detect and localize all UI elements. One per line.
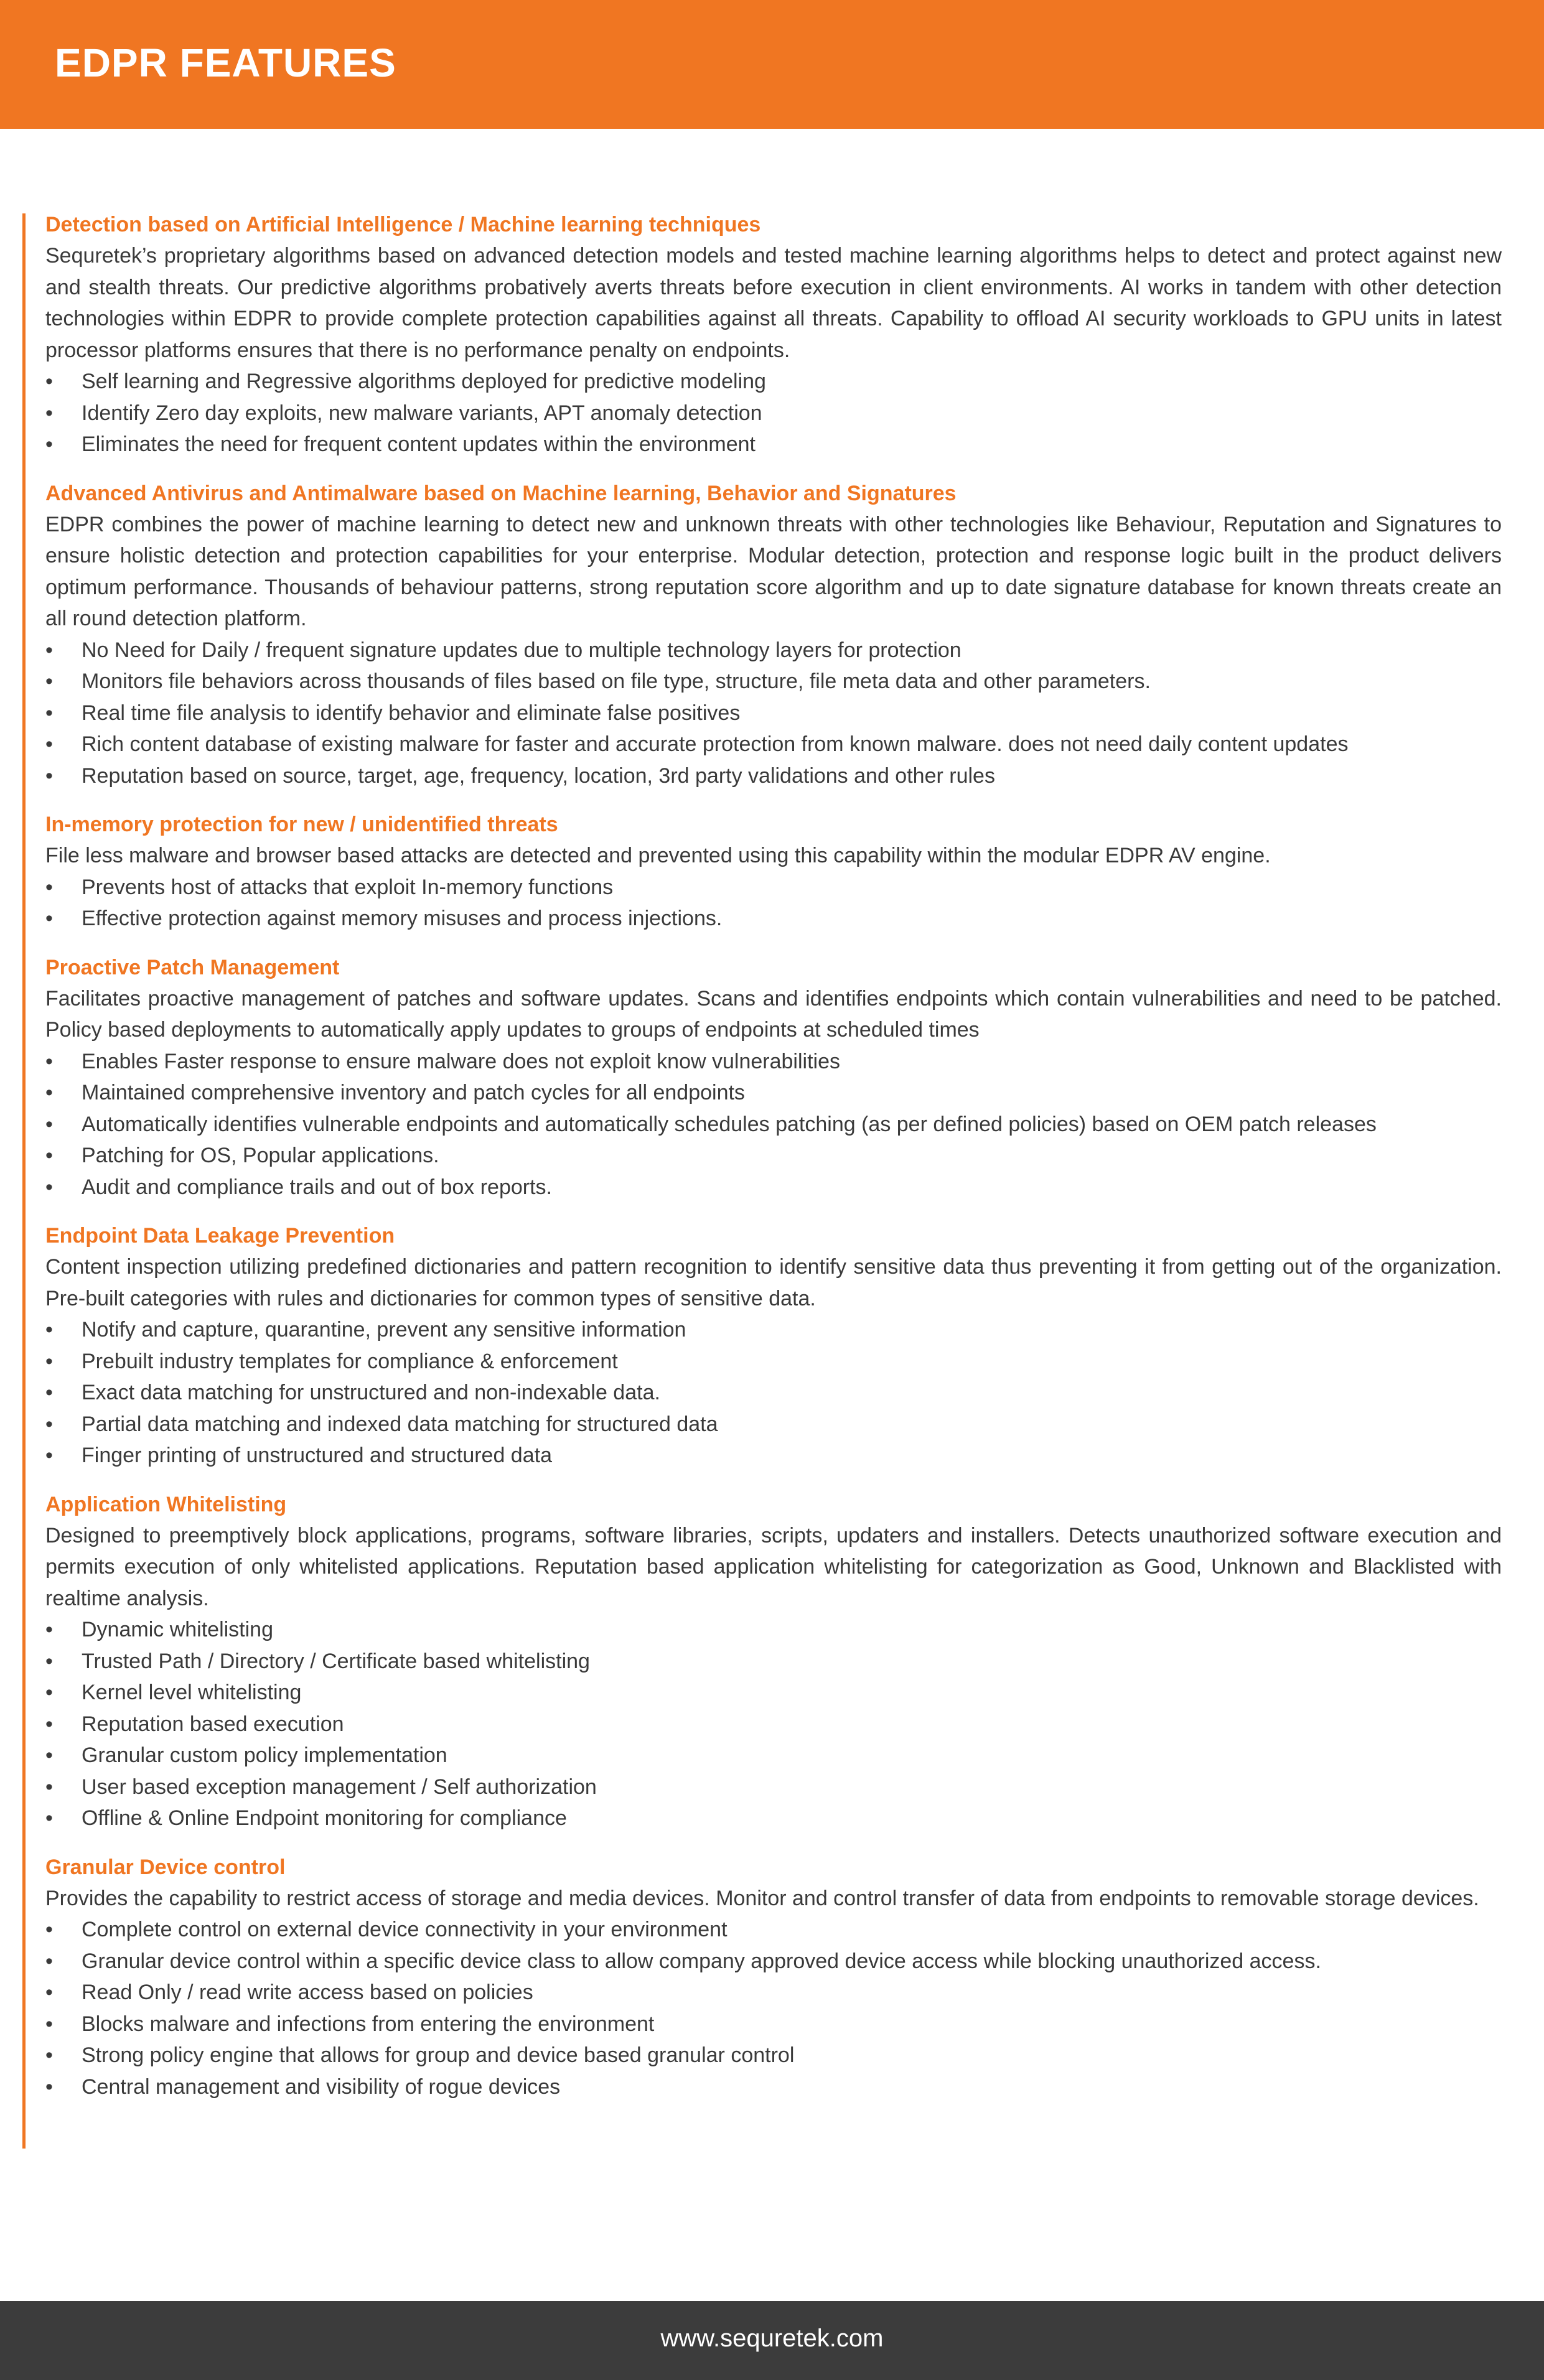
list-item: • Identify Zero day exploits, new malware variants, APT anomaly detection xyxy=(45,398,1502,429)
list-item: • Complete control on external device connectivity in your environment xyxy=(45,1914,1502,1946)
list-item: • Central management and visibility of rogue devices xyxy=(45,2071,1502,2103)
list-item: • Granular custom policy implementation xyxy=(45,1740,1502,1771)
bullet-list xyxy=(45,1046,1502,1203)
bullet-list xyxy=(45,1914,1502,2102)
list-item: • Exact data matching for unstructured and non-indexable data. xyxy=(45,1377,1502,1409)
list-item: • Finger printing of unstructured and structured data xyxy=(45,1440,1502,1472)
section-title: Advanced Antivirus and Antimalware based on Machine learning, Behavior and Signatures xyxy=(45,481,957,505)
section-body: Content inspection utilizing predefined dictionaries and pattern recognition to identify sensitive data thus preventing it from getting out of the organization. Pre-built categories with rules and dictionaries for common types of sensitive data. xyxy=(45,1255,1502,1310)
list-item: • Automatically identifies vulnerable endpoints and automatically schedules patching (as per defined policies) based on OEM patch releases xyxy=(45,1109,1502,1141)
list-item: • No Need for Daily / frequent signature updates due to multiple technology layers for protection xyxy=(45,635,1502,666)
footer-url[interactable]: www.sequretek.com xyxy=(660,2325,884,2352)
list-item: • Self learning and Regressive algorithms deployed for predictive modeling xyxy=(45,366,1502,398)
section-title: Granular Device control xyxy=(45,1855,286,1879)
page-title: EDPR FEATURES xyxy=(55,40,396,85)
list-item: • Patching for OS, Popular applications. xyxy=(45,1140,1502,1172)
section-advanced-antivirus-and-antimalware-based xyxy=(45,478,1502,792)
section-body: Sequretek’s proprietary algorithms based on advanced detection models and tested machine learning algorithms helps to detect and protect against new and stealth threats. Our predictive algorithms probatively averts threats before execution in client environments. AI works in tandem with other detection technologies within EDPR to provide complete protection capabilities against all threats. Capability to offload AI security workloads to GPU units in latest processor platforms ensures that there is no performance penalty on endpoints. xyxy=(45,244,1502,362)
section-body: Facilitates proactive management of patches and software updates. Scans and identifies endpoints which contain vulnerabilities and need to be patched. Policy based deployments to automatically apply updates to groups of endpoints at scheduled times xyxy=(45,986,1502,1042)
list-item: • Effective protection against memory misuses and process injections. xyxy=(45,903,1502,935)
section-title: Detection based on Artificial Intelligence / Machine learning techniques xyxy=(45,213,761,236)
list-item: • Monitors file behaviors across thousands of files based on file type, structure, file meta data and other parameters. xyxy=(45,666,1502,698)
section-body: Designed to preemptively block applications, programs, software libraries, scripts, updaters and installers. Detects unauthorized software execution and permits execution of only whitelisted applications. Reputation based application whitelisting for categorization as Good, Unknown and Blacklisted with realtime analysis. xyxy=(45,1523,1502,1610)
list-item: • Offline & Online Endpoint monitoring for compliance xyxy=(45,1803,1502,1834)
bullet-list xyxy=(45,635,1502,792)
list-item: • Kernel level whitelisting xyxy=(45,1677,1502,1709)
list-item: • Granular device control within a specific device class to allow company approved device access while blocking unauthorized access. xyxy=(45,1946,1502,1977)
features-content xyxy=(45,209,1502,2102)
section-body: File less malware and browser based attacks are detected and prevented using this capability within the modular EDPR AV engine. xyxy=(45,844,1271,867)
section-body: Provides the capability to restrict access of storage and media devices. Monitor and control transfer of data from endpoints to removable storage devices. xyxy=(45,1886,1479,1910)
list-item: • Prebuilt industry templates for compliance & enforcement xyxy=(45,1346,1502,1378)
section-title: Endpoint Data Leakage Prevention xyxy=(45,1224,395,1248)
list-item: • Real time file analysis to identify behavior and eliminate false positives xyxy=(45,698,1502,729)
section-body: EDPR combines the power of machine learning to detect new and unknown threats with other technologies like Behaviour, Reputation and Signatures to ensure holistic detection and protection capabilities for your enterprise. Modular detection, protection and response logic built in the product delivers optimum performance. Thousands of behaviour patterns, strong reputation score algorithm and up to date signature database for known threats create an all round detection platform. xyxy=(45,512,1502,630)
page-header xyxy=(0,0,1544,129)
list-item: • Read Only / read write access based on policies xyxy=(45,1977,1502,2009)
list-item: • Blocks malware and infections from entering the environment xyxy=(45,2009,1502,2040)
list-item: • Reputation based on source, target, age, frequency, location, 3rd party validations and other rules xyxy=(45,760,1502,792)
list-item: • Strong policy engine that allows for group and device based granular control xyxy=(45,2040,1502,2071)
list-item: • Eliminates the need for frequent content updates within the environment xyxy=(45,429,1502,460)
bullet-list xyxy=(45,366,1502,460)
list-item: • Maintained comprehensive inventory and patch cycles for all endpoints xyxy=(45,1077,1502,1109)
list-item: • Reputation based execution xyxy=(45,1709,1502,1740)
list-item: • Notify and capture, quarantine, prevent any sensitive information xyxy=(45,1314,1502,1346)
list-item: • Enables Faster response to ensure malware does not exploit know vulnerabilities xyxy=(45,1046,1502,1078)
bullet-list xyxy=(45,1614,1502,1834)
list-item: • Audit and compliance trails and out of box reports. xyxy=(45,1172,1502,1203)
list-item: • Dynamic whitelisting xyxy=(45,1614,1502,1646)
section-application-whitelisting xyxy=(45,1489,1502,1834)
section-detection-based-on-artificial-intelligen xyxy=(45,209,1502,460)
accent-bar xyxy=(22,213,26,2149)
section-in-memory-protection-for-new-unidentifie xyxy=(45,809,1502,935)
section-endpoint-data-leakage-prevention xyxy=(45,1220,1502,1472)
page-footer xyxy=(0,2301,1544,2380)
list-item: • Partial data matching and indexed data matching for structured data xyxy=(45,1409,1502,1440)
list-item: • Prevents host of attacks that exploit In-memory functions xyxy=(45,872,1502,903)
bullet-list xyxy=(45,1314,1502,1472)
list-item: • Trusted Path / Directory / Certificate based whitelisting xyxy=(45,1646,1502,1678)
bullet-list xyxy=(45,872,1502,935)
list-item: • Rich content database of existing malware for faster and accurate protection from known malware. does not need daily content updates xyxy=(45,729,1502,760)
section-title: Proactive Patch Management xyxy=(45,955,340,979)
list-item: • User based exception management / Self authorization xyxy=(45,1771,1502,1803)
section-granular-device-control xyxy=(45,1852,1502,2103)
section-title: Application Whitelisting xyxy=(45,1492,287,1516)
section-proactive-patch-management xyxy=(45,952,1502,1203)
section-title: In-memory protection for new / unidentified threats xyxy=(45,813,558,836)
